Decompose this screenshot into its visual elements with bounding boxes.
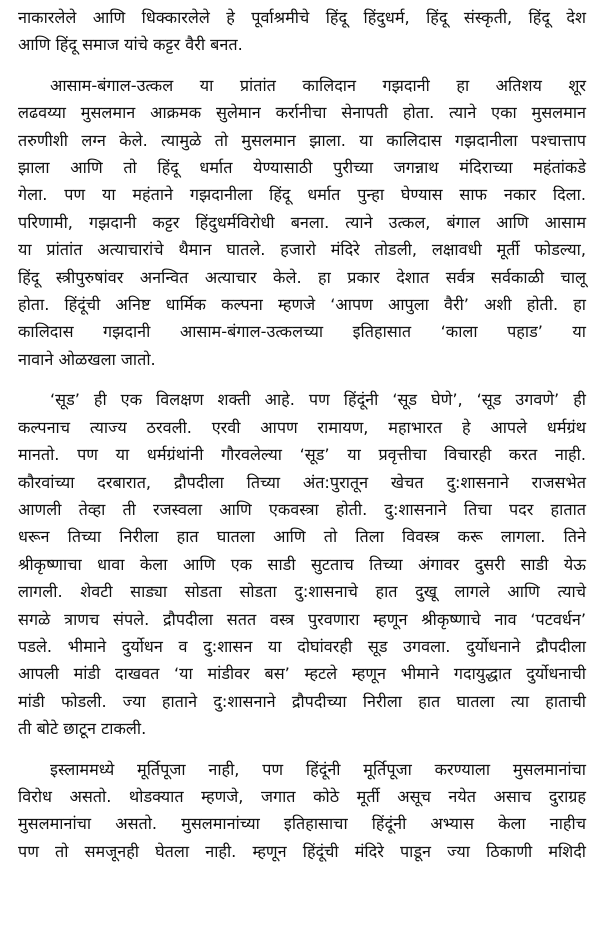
text-line: इस्लाममध्ये मूर्तिपूजा नाही, पण हिंदूंनी मूर्तिपूजा करण्याला मुसलमानांचा xyxy=(50,759,586,779)
text-line: लागली. शेवटी साड्या सोडता सोडता दु:शासनाचे हात दुखू लागले आणि त्याचे xyxy=(18,582,586,602)
text-line: आणली तेव्हा ती रजस्वला आणि एकवस्त्रा होती. दु:शासनाने तिचा पदर हातात xyxy=(18,499,586,519)
paragraph-4 xyxy=(18,756,586,866)
text-line: आपली मांडी दाखवत ‘या मांडीवर बस’ म्हटले म्हणून भीमाने गदायुद्धात दुर्योधनाची xyxy=(18,664,586,684)
text-line: गेला. पण या महंताने गझदानीला हिंदू धर्मात पुन्हा घेण्यास साफ नकार दिला. xyxy=(18,185,586,205)
text-line: धरून तिच्या निरीला हात घातला आणि तो तिला विवस्त्र करू लागला. तिने xyxy=(18,527,586,547)
text-line: कल्पनाच त्याज्य ठरवली. एरवी आपण रामायण, महाभारत हे आपले धर्मग्रंथ xyxy=(18,417,586,437)
text-line: लढवय्या मुसलमान आक्रमक सुलेमान कर्रानीचा सेनापती होता. त्याने एका मुसलमान xyxy=(18,103,586,123)
text-line: झाला आणि तो हिंदू धर्मात येण्यासाठी पुरीच्या जगन्नाथ मंदिराच्या महंतांकडे xyxy=(18,158,586,178)
text-line: विरोध असतो. थोडक्यात म्हणजे, जगात कोठे मूर्ती असूच नयेत असाच दुराग्रह xyxy=(18,786,586,806)
text-line: नाकारलेले आणि धिक्कारलेले हे पूर्वाश्रमीचे हिंदू हिंदुधर्म, हिंदू संस्कृती, हिंदू देश xyxy=(18,8,586,27)
paragraph-1 xyxy=(18,4,586,59)
text-line: या प्रांतांत अत्याचारांचे थैमान घातले. हजारो मंदिरे तोडली, लक्षावधी मूर्ती फोडल्या, xyxy=(18,240,586,260)
text-line: पडले. भीमाने दुर्योधन व दु:शासन या दोघांवरही सूड उगवला. दुर्योधनाने द्रौपदीला xyxy=(18,636,586,656)
text-line: हिंदू स्त्रीपुरुषांवर अनन्वित अत्याचार केले. हा प्रकार देशात सर्वत्र सर्वकाळी चालू xyxy=(18,267,586,287)
paragraph-3 xyxy=(18,386,586,742)
text-line: मुसलमानांचा असतो. मुसलमानांच्या इतिहासाचा हिंदूंनी अभ्यास केला नाहीच xyxy=(18,814,586,834)
text-line: श्रीकृष्णाचा धावा केला आणि एक साडी सुटताच तिच्या अंगावर दुसरी साडी येऊ xyxy=(18,554,586,574)
text-line: परिणामी, गझदानी कट्टर हिंदुधर्मविरोधी बनला. त्याने उत्कल, बंगाल आणि आसाम xyxy=(18,212,586,232)
text-line: ‘सूड’ ही एक विलक्षण शक्ती आहे. पण हिंदूंनी ‘सूड घेणे’, ‘सूड उगवणे’ ही xyxy=(50,390,586,410)
text-line: मांडी फोडली. ज्या हाताने दु:शासनाने द्रौपदीच्या निरीला हात घातला त्या हाताची xyxy=(18,691,586,711)
text-line: होता. हिंदूंची अनिष्ट धार्मिक कल्पना म्हणजे ‘आपण आपुला वैरी’ अशी होती. हा xyxy=(18,295,586,315)
text-line: नावाने ओळखला जातो. xyxy=(18,349,156,369)
text-line: कौरवांच्या दरबारात, द्रौपदीला तिच्या अंत:पुरातून खेचत दु:शासनाने राजसभेत xyxy=(18,472,586,492)
text-line: तरुणीशी लग्न केले. त्यामुळे तो मुसलमान झाला. या कालिदास गझदानीला पश्चात्ताप xyxy=(18,130,586,150)
text-line: ती बोटे छाटून टाकली. xyxy=(18,719,147,739)
text-line: आसाम-बंगाल-उत्कल या प्रांतांत कालिदान गझदानी हा अतिशय शूर xyxy=(50,75,586,95)
paragraph-2 xyxy=(18,72,586,373)
text-line: पण तो समजूनही घेतला नाही. म्हणून हिंदूंची मंदिरे पाडून ज्या ठिकाणी मशिदी xyxy=(18,841,586,861)
text-line: कालिदास गझदानी आसाम-बंगाल-उत्कलच्या इतिहासात ‘काला पहाड’ या xyxy=(18,322,586,342)
text-line: मानतो. पण या धर्मग्रंथांनी गौरवलेल्या ‘सूड’ या प्रवृत्तीचा विचारही करत नाही. xyxy=(18,445,586,465)
text-line: आणि हिंदू समाज यांचे कट्टर वैरी बनत. xyxy=(18,35,243,55)
text-line: सगळे त्राणच संपले. द्रौपदीला सतत वस्त्र पुरवणारा म्हणून श्रीकृष्णाचे नाव ‘पटवर्धन’ xyxy=(18,609,586,629)
